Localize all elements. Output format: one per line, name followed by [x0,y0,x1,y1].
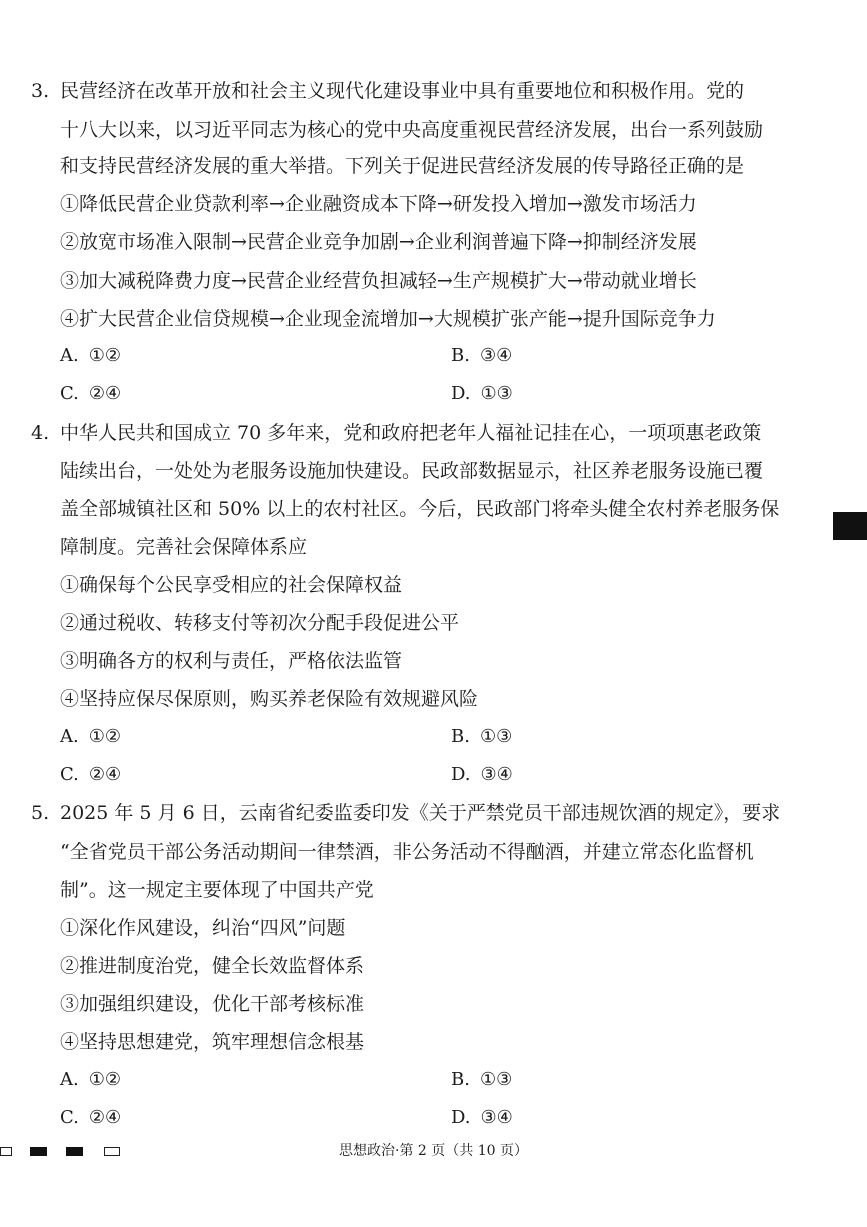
question-3-option-c[interactable] [60,382,121,406]
question-5-stem-line-3: 制”。这一规定主要体现了中国共产党 [60,879,374,901]
edge-tab-marker [833,512,867,540]
question-4-item-3: ③明确各方的权利与责任，严格依法监管 [60,650,403,672]
question-5-stem-line-2: “全省党员干部公务活动期间一律禁酒，非公务活动不得酗酒，并建立常态化监督机 [60,841,754,863]
question-4-option-c[interactable] [60,763,121,787]
question-3-item-1: ①降低民营企业贷款利率→企业融资成本下降→研发投入增加→激发市场活力 [60,193,697,215]
option-text: ③④ [480,764,513,785]
question-3-item-4: ④扩大民营企业信贷规模→企业现金流增加→大规模扩张产能→提升国际竞争力 [60,308,716,330]
question-5-option-a[interactable] [60,1068,121,1092]
option-text: ①③ [479,726,513,747]
option-label: A. [60,345,79,366]
option-text: ①② [88,345,122,366]
question-5-option-c[interactable] [60,1106,121,1130]
question-3-stem-line-1: 民营经济在改革开放和社会主义现代化建设事业中具有重要地位和积极作用。党的 [60,80,745,102]
option-label: D. [451,383,471,404]
question-5-stem-line-1: 2025 年 5 月 6 日，云南省纪委监委印发《关于严禁党员干部违规饮酒的规定》，要求 [60,802,781,824]
option-label: C. [60,1107,79,1128]
question-3-option-b[interactable] [451,344,512,368]
question-3-stem-line-3: 和支持民营经济发展的重大举措。下列关于促进民营经济发展的传导路径正确的是 [60,155,745,177]
question-3-option-a[interactable] [60,344,121,368]
option-label: B. [451,1069,470,1090]
option-text: ③④ [480,1107,513,1128]
question-5-option-d[interactable] [451,1106,513,1130]
question-3-number: 3. [31,80,50,102]
question-4-option-a[interactable] [60,725,121,749]
option-text: ①② [88,1069,122,1090]
question-5-option-b[interactable] [451,1068,512,1092]
option-label: D. [451,1107,471,1128]
question-3-stem-line-2: 十八大以来，以习近平同志为核心的党中央高度重视民营经济发展，出台一系列鼓励 [60,119,764,141]
question-3-item-2: ②放宽市场准入限制→民营企业竞争加剧→企业利润普遍下降→抑制经济发展 [60,231,697,253]
question-4-stem-line-4: 障制度。完善社会保障体系应 [60,536,308,558]
option-label: C. [60,383,79,404]
option-text: ②④ [88,383,122,404]
question-4-number: 4. [31,422,50,444]
option-text: ②④ [88,1107,122,1128]
option-label: C. [60,764,79,785]
question-4-stem-line-2: 陆续出台，一处处为老服务设施加快建设。民政部数据显示，社区养老服务设施已覆 [60,460,764,482]
question-3-item-3: ③加大减税降费力度→民营企业经营负担减轻→生产规模扩大→带动就业增长 [60,270,697,292]
question-5-item-2: ②推进制度治党，健全长效监督体系 [60,955,365,977]
page-footer: 思想政治·第 2 页（共 10 页） [339,1143,528,1159]
question-5-item-1: ①深化作风建设，纠治“四风”问题 [60,917,346,939]
option-text: ①② [88,726,122,747]
option-label: A. [60,1069,79,1090]
question-5-item-3: ③加强组织建设，优化干部考核标准 [60,993,365,1015]
question-4-item-1: ①确保每个公民享受相应的社会保障权益 [60,574,403,596]
question-4-option-b[interactable] [451,725,512,749]
option-text: ③④ [479,345,513,366]
question-5-item-4: ④坚持思想建党，筑牢理想信念根基 [60,1031,365,1053]
option-text: ②④ [88,764,122,785]
question-4-stem-line-1: 中华人民共和国成立 70 多年来，党和政府把老年人福祉记挂在心，一项项惠老政策 [60,422,762,444]
option-text: ①③ [480,383,513,404]
option-label: B. [451,345,470,366]
option-label: A. [60,726,79,747]
question-4-option-d[interactable] [451,763,513,787]
option-label: B. [451,726,470,747]
question-3-option-d[interactable] [451,382,513,406]
option-label: D. [451,764,471,785]
question-4-item-2: ②通过税收、转移支付等初次分配手段促进公平 [60,612,460,634]
option-text: ①③ [479,1069,513,1090]
question-5-number: 5. [31,802,50,824]
question-4-item-4: ④坚持应保尽保原则，购买养老保险有效规避风险 [60,688,479,710]
question-4-stem-line-3: 盖全部城镇社区和 50% 以上的农村社区。今后，民政部门将牵头健全农村养老服务保 [60,498,780,520]
